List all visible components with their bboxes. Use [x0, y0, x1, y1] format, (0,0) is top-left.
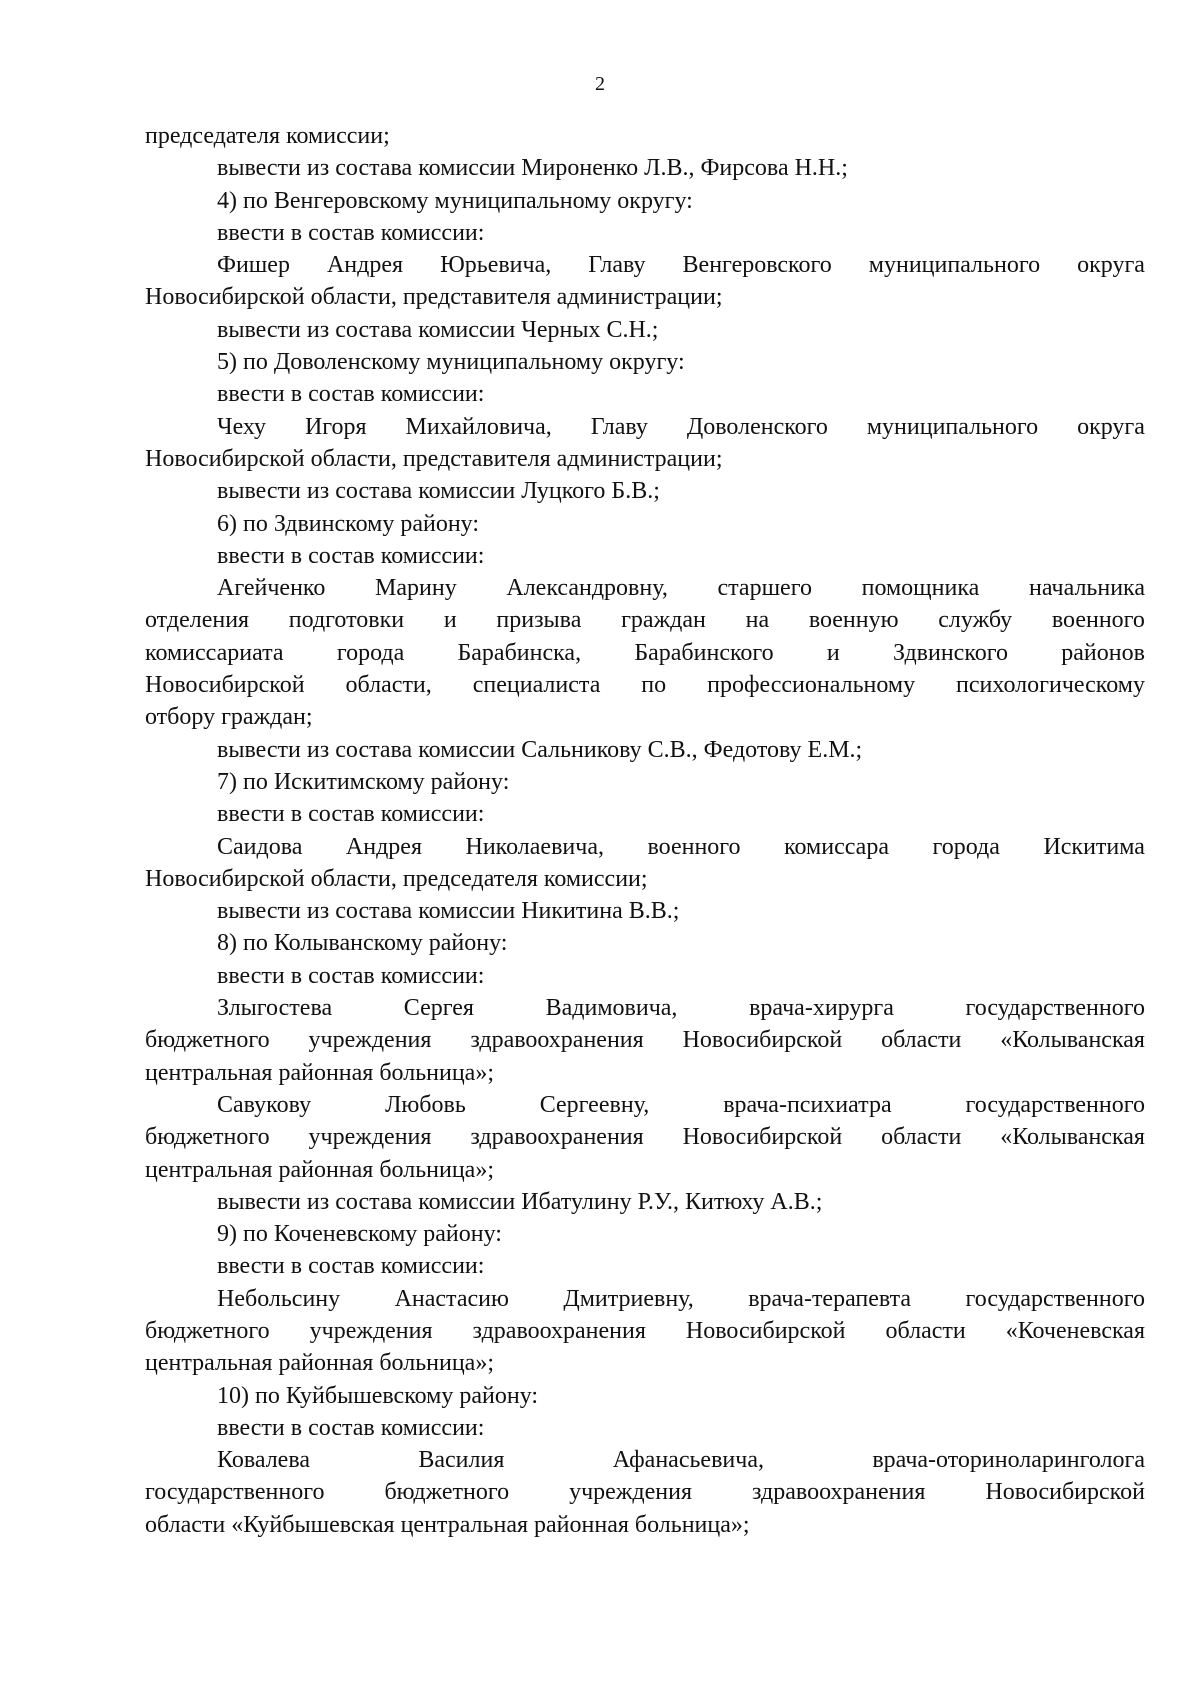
word: Игоря	[304, 413, 367, 440]
word: Марину	[375, 575, 457, 602]
text-line: вывести из состава комиссии Ибатулину Р.У., Китюху А.В.;	[217, 1188, 823, 1215]
text-line: председателя комиссии;	[145, 123, 390, 149]
word: Главу	[590, 413, 648, 440]
text-line: 5) по Доволенскому муниципальному округу:	[217, 349, 685, 376]
text-line	[145, 1283, 1145, 1315]
word: округа	[1077, 252, 1145, 279]
text-line	[145, 604, 1145, 636]
text-line: центральная районная больница»;	[145, 1350, 494, 1377]
text-line: Новосибирской области, председателя комиссии;	[145, 865, 648, 892]
word: по	[641, 672, 667, 699]
word: Василия	[418, 1447, 505, 1474]
word: и	[826, 639, 840, 666]
word: Андрея	[345, 833, 422, 860]
word: врача-терапевта	[748, 1285, 912, 1312]
text-line: 7) по Искитимскому району:	[217, 768, 510, 795]
text-line: ввести в состав комиссии:	[217, 962, 485, 989]
word: Николаевича,	[465, 833, 604, 860]
word: Новосибирской	[985, 1479, 1145, 1506]
document-body	[145, 120, 1145, 1541]
word: Доволенского	[686, 413, 828, 440]
word: учреждения	[308, 1027, 432, 1054]
word: Михайловича,	[405, 413, 552, 440]
word: Любовь	[385, 1091, 466, 1118]
word: Вадимовича,	[545, 995, 678, 1022]
word: начальника	[1028, 575, 1145, 602]
text-line: центральная районная больница»;	[145, 1156, 494, 1183]
word: врача-психиатра	[723, 1091, 892, 1118]
word: города	[336, 639, 405, 666]
word: Юрьевича,	[440, 252, 552, 279]
word: Новосибирской	[145, 672, 305, 699]
word: Андрея	[326, 252, 404, 279]
text-line: 6) по Здвинскому району:	[217, 510, 480, 537]
word: врача-хирурга	[749, 995, 894, 1022]
word: военную	[808, 607, 899, 634]
word: Сергеевну,	[539, 1091, 650, 1118]
word: города	[932, 833, 1000, 860]
text-line	[145, 411, 1145, 443]
text-line: 4) по Венгеровскому муниципальному округу:	[217, 187, 693, 214]
text-line: вывести из состава комиссии Луцкого Б.В.;	[217, 478, 660, 505]
word: здравоохранения	[470, 1124, 644, 1151]
word: Савукову	[217, 1091, 312, 1118]
word: бюджетного	[384, 1479, 510, 1506]
word: Новосибирской	[682, 1124, 843, 1151]
text-line: ввести в состав комиссии:	[217, 542, 485, 569]
word: Агейченко	[217, 575, 326, 602]
text-line	[145, 1476, 1145, 1508]
word: комиссариата	[145, 639, 284, 666]
word: Новосибирской	[682, 1027, 843, 1054]
word: Барабинского	[634, 639, 774, 666]
word: Александровну,	[506, 575, 668, 602]
word: «Колыванская	[1000, 1027, 1145, 1054]
text-line: ввести в состав комиссии:	[217, 1253, 485, 1280]
word: области	[881, 1027, 962, 1054]
word: Здвинского	[893, 639, 1009, 666]
text-line: ввести в состав комиссии:	[217, 219, 485, 246]
word: подготовки	[288, 607, 405, 634]
word: округа	[1077, 413, 1145, 440]
word: области	[881, 1124, 962, 1151]
text-line: вывести из состава комиссии Мироненко Л.В., Фирсова Н.Н.;	[217, 155, 848, 182]
word: помощника	[861, 575, 980, 602]
text-line	[145, 637, 1145, 669]
text-line: ввести в состав комиссии:	[217, 381, 485, 408]
word: бюджетного	[145, 1124, 270, 1151]
word: Ковалева	[217, 1447, 310, 1474]
text-line: Новосибирской области, представителя администрации;	[145, 284, 723, 311]
word: Чеху	[217, 413, 267, 440]
word: области,	[345, 672, 432, 699]
word: учреждения	[308, 1124, 432, 1151]
text-line	[145, 831, 1145, 863]
text-line	[145, 669, 1145, 701]
word: государственного	[965, 995, 1145, 1022]
text-line: ввести в состав комиссии:	[217, 801, 485, 828]
text-line	[145, 1121, 1145, 1153]
word: Анастасию	[394, 1285, 509, 1312]
word: профессиональному	[707, 672, 916, 699]
word: «Колыванская	[1000, 1124, 1145, 1151]
word: старшего	[717, 575, 812, 602]
word: Новосибирской	[685, 1317, 846, 1344]
text-line	[145, 572, 1145, 604]
word: области	[885, 1317, 966, 1344]
text-line: вывести из состава комиссии Сальникову С.В., Федотову Е.М.;	[217, 736, 863, 763]
text-line	[145, 1089, 1145, 1121]
word: бюджетного	[145, 1317, 270, 1344]
word: Афанасьевича,	[612, 1447, 764, 1474]
word: Небольсину	[217, 1285, 341, 1312]
word: Искитима	[1043, 833, 1145, 860]
text-line: 10) по Куйбышевскому району:	[217, 1382, 539, 1409]
word: государственного	[965, 1091, 1145, 1118]
text-line: 9) по Коченевскому району:	[217, 1221, 502, 1248]
page-number: 2	[595, 73, 605, 95]
text-line	[145, 1315, 1145, 1347]
word: на	[745, 607, 770, 634]
word: военного	[647, 833, 741, 860]
word: Дмитриевну,	[563, 1285, 694, 1312]
word: бюджетного	[145, 1027, 270, 1054]
word: и	[443, 607, 457, 634]
word: Фишер	[217, 252, 290, 279]
word: «Коченевская	[1005, 1317, 1145, 1344]
word: службу	[938, 607, 1013, 634]
word: здравоохранения	[752, 1479, 926, 1506]
word: призыва	[496, 607, 582, 634]
text-line: Новосибирской области, представителя администрации;	[145, 445, 723, 472]
text-line	[145, 992, 1145, 1024]
text-line	[145, 249, 1145, 281]
word: граждан	[621, 607, 706, 634]
word: отделения	[145, 607, 250, 634]
word: районов	[1061, 639, 1145, 666]
word: военного	[1051, 607, 1145, 634]
word: государственного	[965, 1285, 1145, 1312]
word: государственного	[145, 1479, 325, 1506]
word: Злыгостева	[217, 995, 333, 1022]
word: Сергея	[403, 995, 474, 1022]
text-line: вывести из состава комиссии Черных С.Н.;	[217, 316, 659, 343]
word: муниципального	[868, 252, 1041, 279]
word: здравоохранения	[472, 1317, 646, 1344]
text-line: вывести из состава комиссии Никитина В.В.;	[217, 898, 680, 925]
word: Главу	[588, 252, 646, 279]
word: Венгеровского	[682, 252, 832, 279]
text-line: 8) по Колыванскому району:	[217, 930, 508, 957]
text-line	[145, 1024, 1145, 1056]
text-line: области «Куйбышевская центральная районная больница»;	[145, 1511, 750, 1538]
text-line: центральная районная больница»;	[145, 1059, 494, 1086]
word: учреждения	[309, 1317, 433, 1344]
text-line: отбору граждан;	[145, 704, 313, 731]
text-line	[145, 1444, 1145, 1476]
word: специалиста	[472, 672, 601, 699]
word: здравоохранения	[470, 1027, 644, 1054]
word: Саидова	[217, 833, 303, 860]
word: психологическому	[956, 672, 1145, 699]
word: учреждения	[569, 1479, 692, 1506]
word: комиссара	[784, 833, 889, 860]
word: Барабинска,	[457, 639, 582, 666]
word: врача-оториноларинголога	[872, 1447, 1145, 1474]
text-line: ввести в состав комиссии:	[217, 1414, 485, 1441]
word: муниципального	[866, 413, 1039, 440]
